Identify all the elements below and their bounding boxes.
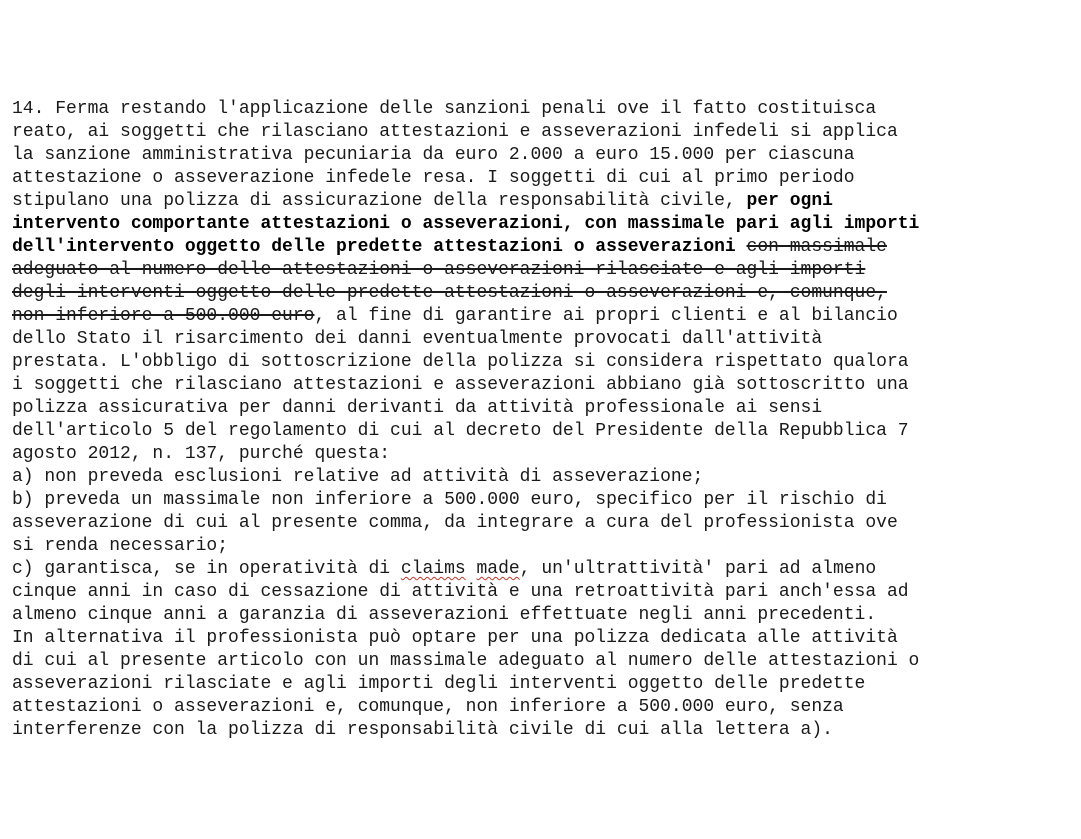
text-line: attestazioni o asseverazioni e, comunque, non inferiore a 500.000 euro, senza (12, 697, 844, 717)
text-line (12, 236, 1072, 259)
text-run (736, 237, 747, 257)
text-line: asseverazione di cui al presente comma, da integrare a cura del professionista ove (12, 513, 898, 533)
text-line: dell'articolo 5 del regolamento di cui al decreto del Presidente della Repubblica 7 (12, 421, 909, 441)
text-line: 14. Ferma restando l'applicazione delle sanzioni penali ove il fatto costituisca (12, 99, 877, 119)
spellcheck-word[interactable]: claims (400, 559, 466, 579)
text-line: si renda necessario; (12, 536, 229, 556)
spellcheck-word[interactable]: made (476, 559, 520, 579)
text-run: stipulano una polizza di assicurazione della responsabilità civile, (12, 191, 747, 211)
text-run: , un'ultrattività' pari ad almeno (519, 559, 877, 579)
list-item-c (12, 558, 1072, 581)
document-body (12, 98, 1072, 742)
text-run (466, 559, 477, 579)
text-line: la sanzione amministrativa pecuniaria da euro 2.000 a euro 15.000 per ciascuna (12, 145, 855, 165)
struck-deletion: non inferiore a 500.000 euro (12, 306, 315, 326)
bold-insertion: dell'intervento oggetto delle predette attestazioni o asseverazioni (12, 237, 736, 257)
text-line: asseverazioni rilasciate e agli importi degli interventi oggetto delle predette (12, 674, 866, 694)
text-line: attestazione o asseverazione infedele resa. I soggetti di cui al primo periodo (12, 168, 855, 188)
text-line: almeno cinque anni a garanzia di asseverazioni effettuate negli anni precedenti. (12, 605, 877, 625)
list-item-b: b) preveda un massimale non inferiore a 500.000 euro, specifico per il rischio di (12, 490, 887, 510)
text-line: di cui al presente articolo con un massimale adeguato al numero delle attestazioni o (12, 651, 920, 671)
text-line (12, 305, 1072, 328)
list-item-a: a) non preveda esclusioni relative ad attività di asseverazione; (12, 467, 704, 487)
bold-insertion-line: intervento comportante attestazioni o asseverazioni, con massimale pari agli importi (12, 214, 920, 234)
text-run: , al fine di garantire ai propri clienti e al bilancio (314, 306, 898, 326)
text-line: i soggetti che rilasciano attestazioni e asseverazioni abbiano già sottoscritto una (12, 375, 909, 395)
text-line: agosto 2012, n. 137, purché questa: (12, 444, 391, 464)
bold-insertion: per ogni (746, 191, 833, 211)
text-line (12, 190, 1072, 213)
struck-deletion-line: adeguato al numero delle attestazioni o asseverazioni rilasciate e agli importi (12, 260, 866, 280)
text-line: In alternativa il professionista può optare per una polizza dedicata alle attività (12, 628, 898, 648)
struck-deletion: con massimale (746, 237, 887, 257)
text-line: polizza assicurativa per danni derivanti da attività professionale ai sensi (12, 398, 823, 418)
text-line: prestata. L'obbligo di sottoscrizione della polizza si considera rispettato qualora (12, 352, 909, 372)
text-line: reato, ai soggetti che rilasciano attestazioni e asseverazioni infedeli si applica (12, 122, 898, 142)
text-line: interferenze con la polizza di responsabilità civile di cui alla lettera a). (12, 720, 833, 740)
text-line: dello Stato il risarcimento dei danni eventualmente provocati dall'attività (12, 329, 823, 349)
text-run: c) garantisca, se in operatività di (12, 559, 401, 579)
text-line: cinque anni in caso di cessazione di attività e una retroattività pari anch'essa ad (12, 582, 909, 602)
struck-deletion-line: degli interventi oggetto delle predette attestazioni o asseverazioni e, comunque, (12, 283, 887, 303)
